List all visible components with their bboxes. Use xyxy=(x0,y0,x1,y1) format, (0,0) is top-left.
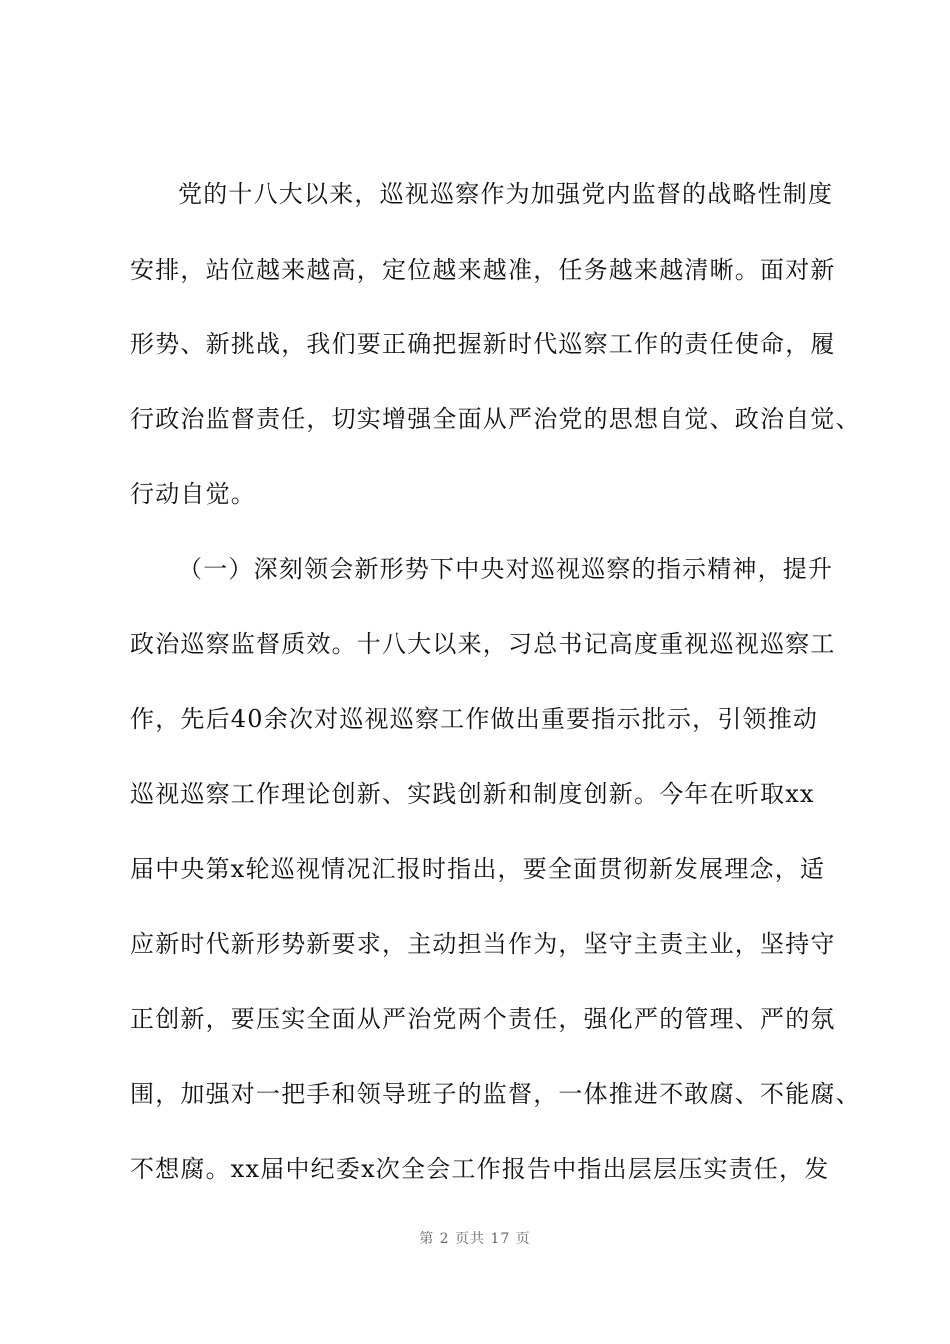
paragraph-2-line-3: 作，先后40余次对巡视巡察工作做出重要指示批示，引领推动 xyxy=(130,705,819,733)
paragraph-2-line-6: 应新时代新形势新要求，主动担当作为，坚守主责主业，坚持守 xyxy=(130,930,836,958)
paragraph-2-line-2: 政治巡察监督质效。十八大以来，习总书记高度重视巡视巡察工 xyxy=(130,630,836,658)
paragraph-2-line-1: （一）深刻领会新形势下中央对巡视巡察的指示精神，提升 xyxy=(178,555,834,583)
paragraph-1-line-5: 行动自觉。 xyxy=(130,480,256,508)
paragraph-2-line-5: 届中央第x轮巡视情况汇报时指出，要全面贯彻新发展理念，适 xyxy=(130,855,826,883)
paragraph-1-line-3: 形势、新挑战，我们要正确把握新时代巡察工作的责任使命，履 xyxy=(130,330,836,358)
paragraph-1-line-4: 行政治监督责任，切实增强全面从严治党的思想自觉、政治自觉、 xyxy=(130,405,861,433)
paragraph-2-line-4: 巡视巡察工作理论创新、实践创新和制度创新。今年在听取xx xyxy=(130,780,815,808)
paragraph-2-line-7: 正创新，要压实全面从严治党两个责任，强化严的管理、严的氛 xyxy=(130,1005,836,1033)
page-footer: 第 2 页共 17 页 xyxy=(419,1231,531,1247)
paragraph-2-line-8: 围，加强对一把手和领导班子的监督，一体推进不敢腐、不能腐、 xyxy=(130,1080,861,1108)
paragraph-1-line-2: 安排，站位越来越高，定位越来越准，任务越来越清晰。面对新 xyxy=(130,256,836,284)
paragraph-2-line-9: 不想腐。xx届中纪委x次全会工作报告中指出层层压实责任，发 xyxy=(130,1155,830,1183)
paragraph-1-line-1: 党的十八大以来，巡视巡察作为加强党内监督的战略性制度 xyxy=(178,180,834,208)
